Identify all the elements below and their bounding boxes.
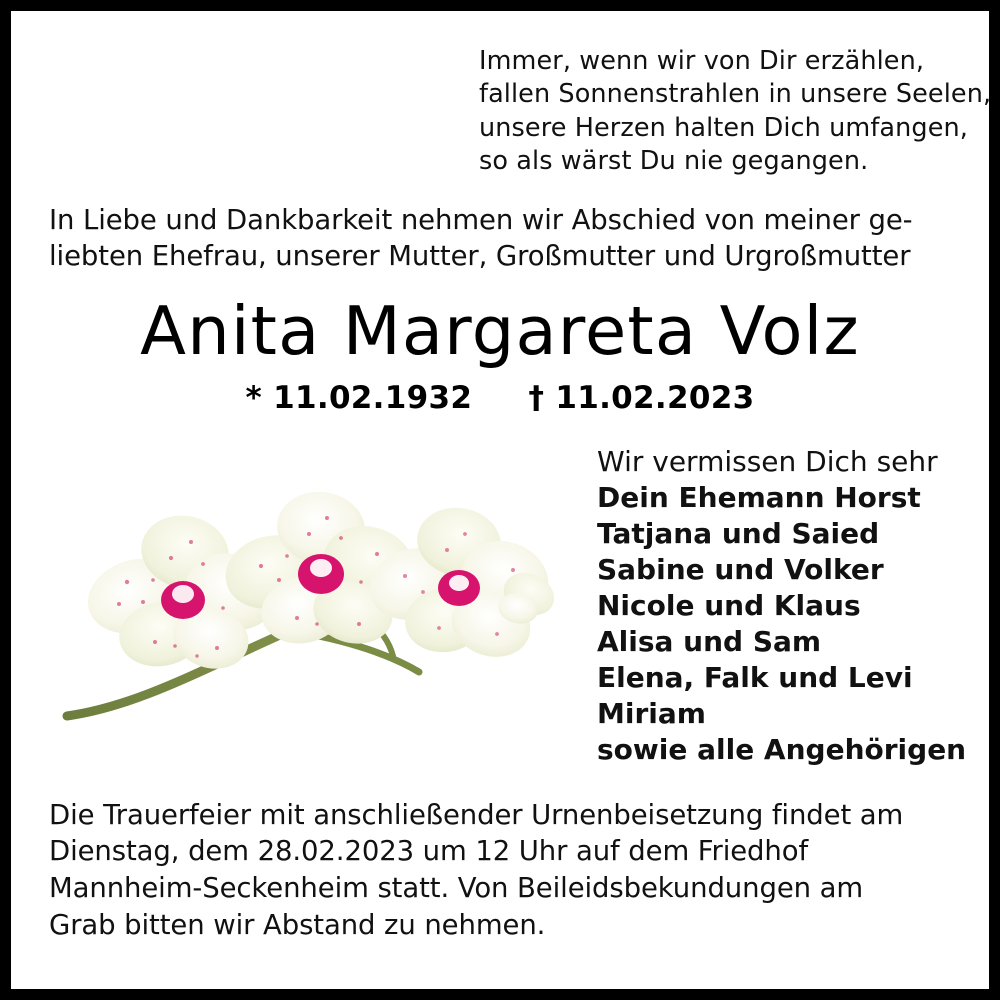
intro-paragraph — [49, 202, 951, 275]
intro-line: liebten Ehefrau, unserer Mutter, Großmutter und Urgroßmutter — [49, 239, 911, 272]
birth-date: 11.02.1932 — [273, 379, 473, 416]
closing-line: Die Trauerfeier mit anschließender Urnenbeisetzung findet am — [49, 798, 904, 831]
middle-section — [49, 444, 967, 789]
orchid-illustration — [59, 466, 559, 746]
family-list — [597, 444, 987, 769]
intro-line: In Liebe und Dankbarkeit nehmen wir Abschied von meiner ge- — [49, 203, 913, 236]
orchid-flower-image — [59, 466, 559, 746]
family-member: Nicole und Klaus — [597, 588, 861, 622]
deceased-name: Anita Margareta Volz — [140, 292, 860, 371]
birth-symbol: * — [245, 379, 263, 416]
family-member: Miriam — [597, 697, 706, 731]
memorial-poem — [479, 45, 992, 179]
family-member: sowie alle Angehörigen — [597, 733, 967, 767]
poem-line: Immer, wenn wir von Dir erzählen, — [479, 46, 925, 76]
life-dates — [49, 380, 951, 416]
death-date: 11.02.2023 — [555, 379, 755, 416]
closing-line: Grab bitten wir Abstand zu nehmen. — [49, 909, 546, 942]
family-member: Dein Ehemann Horst — [597, 480, 921, 514]
closing-line: Mannheim-Seckenheim statt. Von Beileidsbekundungen am — [49, 872, 864, 905]
poem-line: fallen Sonnenstrahlen in unsere Seelen, — [479, 79, 992, 110]
family-member: Sabine und Volker — [597, 552, 884, 586]
family-member: Tatjana und Saied — [597, 516, 880, 550]
family-member: Elena, Falk und Levi — [597, 661, 913, 695]
poem-line: unsere Herzen halten Dich umfangen, — [479, 112, 968, 143]
death-symbol: † — [528, 379, 545, 416]
family-member: Alisa und Sam — [597, 625, 822, 659]
funeral-details — [49, 797, 951, 944]
closing-line: Dienstag, dem 28.02.2023 um 12 Uhr auf dem Friedhof — [49, 835, 809, 868]
poem-line: so als wärst Du nie gegangen. — [479, 146, 869, 177]
family-lead: Wir vermissen Dich sehr — [597, 444, 938, 478]
obituary-inner — [11, 11, 992, 989]
